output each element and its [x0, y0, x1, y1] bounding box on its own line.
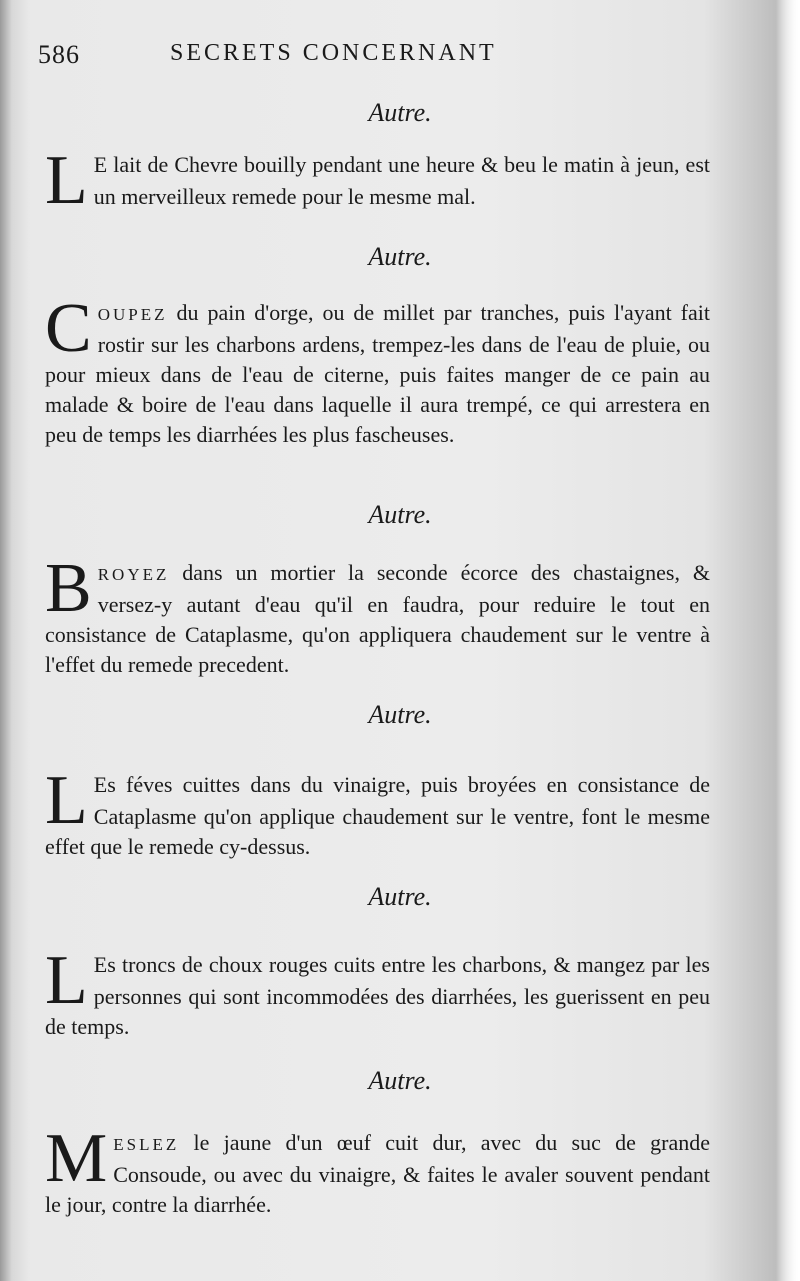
paragraph [45, 142, 710, 219]
drop-capital: L [45, 942, 88, 1019]
section-heading: Autre. [368, 700, 432, 729]
section-heading: Autre. [368, 882, 432, 911]
section-heading: Autre. [368, 500, 432, 529]
paragraph [45, 942, 710, 1042]
lead-word: OUPEZ [97, 305, 168, 324]
paragraph-text: Es féves cuittes dans du vinaigre, puis broyées en consistance de Cataplasme qu'on applique chaudement sur le ventre, font le mesme effet que le remede cy-dessus. [45, 772, 710, 859]
paragraph [45, 550, 710, 680]
drop-capital: M [45, 1120, 108, 1197]
drop-capital: L [45, 762, 88, 839]
page-number: 586 [38, 40, 80, 69]
paragraph-text: dans un mortier la seconde écorce des chastaignes, & versez-y autant d'eau qu'il en faudra, pour reduire le tout en consistance de Cataplasme, qu'on appliquera chaudement sur le ventre à l'effet du remede precedent. [45, 560, 710, 677]
paragraph [45, 290, 710, 450]
paragraph-text: Es troncs de choux rouges cuits entre les charbons, & mangez par les personnes qui sont incommodées des diarrhées, les guerissent en peu de temps. [45, 952, 710, 1039]
running-head: SECRETS CONCERNANT [170, 40, 497, 66]
drop-capital: C [45, 290, 92, 367]
paragraph-text: du pain d'orge, ou de millet par tranches, puis l'ayant fait rostir sur les charbons ardens, trempez-les dans de l'eau de pluie, ou pour mieux dans de l'eau de citerne, puis faites manger de ce pain au malade & boire de l'eau dans laquelle il aura trempé, ce qui arrestera en peu de temps les diarrhées les plus fascheuses. [45, 300, 710, 447]
section-heading: Autre. [368, 242, 432, 271]
paragraph-text: le jaune d'un œuf cuit dur, avec du suc de grande Consoude, ou avec du vinaigre, & faites le avaler souvent pendant le jour, contre la diarrhée. [45, 1130, 710, 1217]
paragraph [45, 1120, 710, 1220]
drop-capital: B [45, 550, 92, 627]
lead-word: ROYEZ [97, 565, 170, 584]
page-edge-shadow [776, 0, 800, 1281]
section-heading: Autre. [368, 1066, 432, 1095]
paragraph [45, 762, 710, 862]
section-heading: Autre. [368, 98, 432, 127]
drop-capital: L [45, 142, 88, 219]
lead-word: ESLEZ [113, 1135, 180, 1154]
paragraph-text: E lait de Chevre bouilly pendant une heure & beu le matin à jeun, est un merveilleux remede pour le mesme mal. [93, 152, 710, 209]
